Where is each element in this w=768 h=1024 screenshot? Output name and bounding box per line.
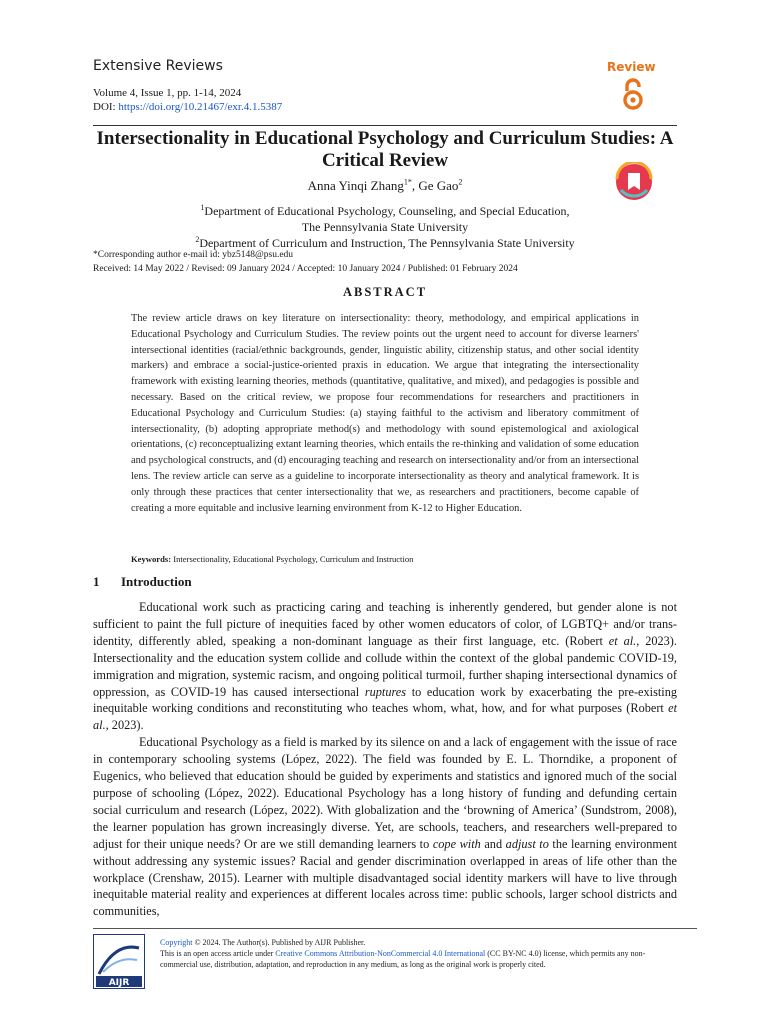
paragraph-1: Educational work such as practicing caring and teaching is inherently gendered, but gender alone is not sufficient to paint the full picture of inequities faced by other women educators of color, of LGBTQ+ and/or trans-identity, differently abled, speaking a non-dominant language as their first language, etc. (Robert et al., 2023). Intersectionality and the education system collide and collude within the context of the global pandemic COVID-19, immigration and migration, systemic racism, and ongoing political turmoil, further shaping intersectional dynamics of oppression, as COVID-19 has caused intersectional ruptures to education work by exacerbating the pre-existing inequitable working conditions and reconstituting who teaches whom, what, how, and for what purposes (Robert et al., 2023). <box>93 600 677 733</box>
author-2: Ge Gao <box>418 178 459 193</box>
copyright-text: © 2024. The Author(s). Published by AIJR Publisher. <box>192 938 366 947</box>
copyright-link[interactable]: Copyright <box>160 938 193 947</box>
footer-divider <box>93 928 697 929</box>
affiliation-1-text: Department of Educational Psychology, Counseling, and Special Education, <box>204 204 570 218</box>
publisher-logo-text: AIJR <box>108 978 130 988</box>
keywords-list: Intersectionality, Educational Psychology, Curriculum and Instruction <box>173 554 414 564</box>
license-link[interactable]: Creative Commons Attribution-NonCommercial 4.0 International <box>275 949 486 958</box>
paragraph-2: Educational Psychology as a field is marked by its silence on and a lack of engagement with the issue of race in contemporary schooling systems (López, 2022). The field was founded by E. L. Thorndike, a proponent of Eugenics, who believed that education should be guided by experiments and statistics and ignored much of the social purpose of schooling (López, 2022). Educational Psychology has a long history of funding and defunding certain social curriculum and research (López, 2022). With globalization and the ‘browning of America’ (Sundstrom, 2008), the learner population has grown increasingly diverse. Yet, are schools, teachers, and researchers well-prepared to adjust for their unique needs? Or are we still demanding learners to cope with and adjust to the learning environment without addressing any systemic issues? Racial and gender discrimination overlapped in areas of life other than the workplace (Crenshaw, 2015). Learner with multiple disadvantaged social identity markers will have to live through inequitable material reality and experiences at different locales across time: public schools, larger school districts and communities, <box>93 735 678 919</box>
corresponding-author: *Corresponding author e-mail id: ybz5148@psu.edu <box>93 250 294 260</box>
keywords <box>131 554 639 564</box>
author-2-marker: 2 <box>458 177 463 187</box>
affiliation-1-marker: 1 <box>200 203 205 212</box>
section-number: 1 <box>93 574 100 589</box>
journal-name: Extensive Reviews <box>93 58 223 74</box>
section-title: Introduction <box>121 574 192 589</box>
affiliation-2-text: Department of Curriculum and Instruction, The Pennsylvania State University <box>199 236 575 250</box>
affiliation-1-line-2: The Pennsylvania State University <box>301 220 469 234</box>
volume-info: Volume 4, Issue 1, pp. 1-14, 2024 <box>93 87 242 99</box>
author-separator: , <box>411 178 419 193</box>
doi-link[interactable]: https://doi.org/10.21467/exr.4.1.5387 <box>118 101 283 113</box>
doi-prefix: DOI: <box>93 101 119 113</box>
affiliation-2 <box>93 236 677 251</box>
open-access-icon <box>620 76 646 112</box>
section-heading <box>93 574 192 590</box>
license-line: This is an open access article under Creative Commons Attribution-NonCommercial 4.0 International (CC BY-NC 4.0) license, which permits any non-commercial use, distribution, adaptation, and reproduction in any medium, as long as the original work is properly cited. <box>160 949 646 969</box>
doi-line <box>93 100 282 114</box>
publisher-logo <box>93 934 145 989</box>
affiliation-2-marker: 2 <box>195 235 200 244</box>
author-1: Anna Yinqi Zhang <box>307 178 404 193</box>
article-title: Intersectionality in Educational Psychology and Curriculum Studies: A Critical Review <box>96 128 674 171</box>
article-type-label: Review <box>607 60 656 74</box>
body-text <box>93 599 677 920</box>
author-list <box>93 178 677 194</box>
license-footer <box>160 937 675 970</box>
affiliation-1-line-1 <box>93 204 677 219</box>
abstract-heading: ABSTRACT <box>342 285 428 299</box>
header-divider <box>93 125 677 126</box>
author-1-marker: 1* <box>403 177 412 187</box>
keywords-label: Keywords: <box>131 554 174 564</box>
abstract-text: The review article draws on key literature on intersectionality: theory, methodology, and empirical applications in Educational Psychology and Curriculum Studies. The review points out the urgent need to account for diverse learners' intersectional identities (racial/ethnic backgrounds, gender, linguistic ability, citizenship status, and other social identity markers) and embrace a social-justice-oriented praxis in education. We argue that integrating the intersectionality framework with existing learning theories, methods (quantitative, qualitative, and mixed), and pedagogies is possible and necessary. Based on the critical review, we propose four recommendations for researchers and practitioners in Educational Psychology and Curriculum Studies: (a) staying faithful to the activism and liberatory commitment of intersectionality, (b) adopting appropriate method(s) and methodology with sound epistemological and axiological orientations, (c) reconceptualizing extant learning theories, which entails the re-thinking and validation of some education and psychological constructs, and (d) encouraging teaching and research on intersectionality and/or from an intersectional lens. The review article can serve as a guideline to incorporate intersectionality as theory and analytical framework. It is only through these practices that center intersectionality that we, as researchers and practitioners, become capable of creating a more equitable and inclusive learning environment from K-12 to Higher Education. <box>131 313 639 514</box>
publication-dates: Received: 14 May 2022 / Revised: 09 January 2024 / Accepted: 10 January 2024 / Published: 01 February 2024 <box>93 264 518 274</box>
copyright-line <box>160 937 675 948</box>
